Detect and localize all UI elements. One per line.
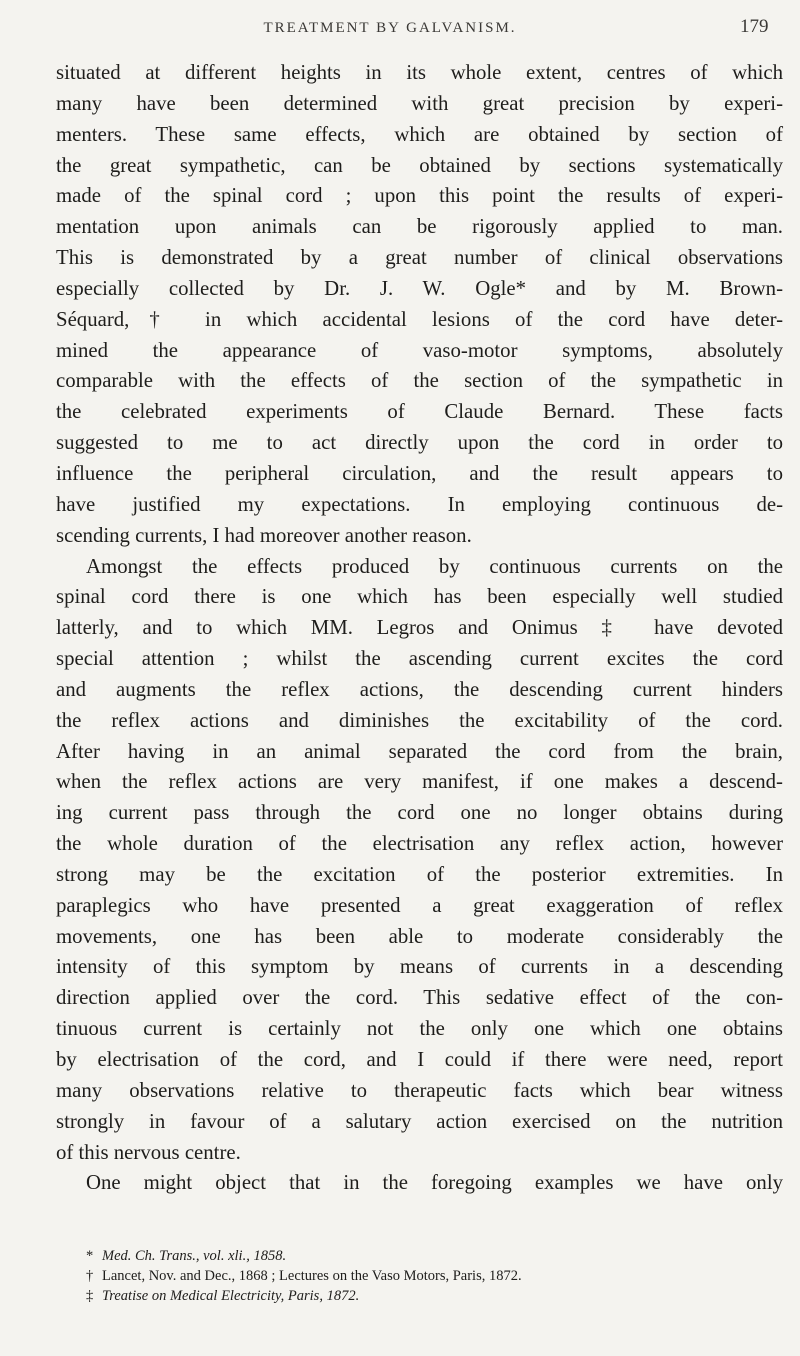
text-line: many observations relative to therapeutic facts which bear witness	[56, 1078, 783, 1102]
text-line: strongly in favour of a salutary action exercised on the nutrition	[56, 1109, 783, 1133]
text-line: the whole duration of the electrisation any reflex action, however	[56, 832, 783, 856]
text-line: situated at different heights in its whole extent, centres of which	[56, 61, 783, 84]
text-line: influence the peripheral circulation, and the result appears to	[56, 461, 783, 485]
text-line: of this nervous centre.	[56, 1140, 241, 1164]
text-line: After having in an animal separated the cord from the brain,	[56, 739, 783, 763]
text-line: by electrisation of the cord, and I could if there were need, report	[56, 1048, 783, 1071]
footnotes	[56, 1246, 783, 1306]
running-head: TREATMENT BY GALVANISM.	[263, 20, 517, 36]
text-line: spinal cord there is one which has been especially well studied	[56, 585, 783, 609]
text-line: the reflex actions and diminishes the excitability of the cord.	[56, 708, 783, 732]
text-line: mined the appearance of vaso-motor symptoms, absolutely	[56, 338, 783, 362]
text-line: tinuous current is certainly not the only one which one obtains	[56, 1017, 783, 1041]
paragraph-1	[56, 58, 783, 552]
text-line: made of the spinal cord ; upon this point the results of experi-	[56, 184, 783, 208]
text-line: many have been determined with great precision by experi-	[56, 91, 783, 115]
footnote	[56, 1286, 783, 1306]
page-number: 179	[740, 16, 769, 37]
text-line: especially collected by Dr. J. W. Ogle* and by M. Brown-	[56, 276, 783, 300]
text-line: paraplegics who have presented a great exaggeration of reflex	[56, 893, 783, 917]
paragraph-2	[56, 552, 783, 1169]
footnote-text: Med. Ch. Trans., vol. xli., 1858.	[102, 1248, 287, 1264]
text-line: scending currents, I had moreover another reason.	[56, 523, 472, 547]
footnote-text: Lancet, Nov. and Dec., 1868 ; Lectures on the Vaso Motors, Paris, 1872.	[102, 1268, 522, 1284]
text-line: movements, one has been able to moderate considerably the	[56, 924, 783, 948]
text-line: ing current pass through the cord one no longer obtains during	[56, 801, 783, 825]
text-line: This is demonstrated by a great number of clinical observations	[56, 246, 783, 270]
text-line: have justified my expectations. In employing continuous de-	[56, 492, 783, 516]
text-line: when the reflex actions are very manifest, if one makes a descend-	[56, 770, 783, 794]
text-line: mentation upon animals can be rigorously applied to man.	[56, 215, 783, 239]
text-line: Séquard,† in which accidental lesions of the cord have deter-	[56, 307, 783, 331]
body-text	[56, 58, 783, 1199]
text-line: strong may be the excitation of the posterior extremities. In	[56, 862, 783, 886]
text-line: One might object that in the foregoing examples we have only	[86, 1171, 783, 1195]
text-line: menters. These same effects, which are obtained by section of	[56, 122, 783, 146]
footnote-text: Treatise on Medical Electricity, Paris, 1872.	[102, 1288, 360, 1304]
text-line: comparable with the effects of the section of the sympathetic in	[56, 369, 783, 393]
paragraph-3	[56, 1168, 783, 1199]
text-line: intensity of this symptom by means of currents in a descending	[56, 955, 783, 979]
text-line: Amongst the effects produced by continuous currents on the	[86, 554, 783, 578]
text-line: special attention ; whilst the ascending current excites the cord	[56, 647, 783, 671]
footnote	[56, 1246, 783, 1266]
text-line: the celebrated experiments of Claude Bernard. These facts	[56, 400, 783, 424]
footnote-mark: †	[86, 1268, 94, 1284]
text-line: and augments the reflex actions, the descending current hinders	[56, 677, 783, 701]
text-line: direction applied over the cord. This sedative effect of the con-	[56, 986, 783, 1010]
footnote-mark: ‡	[86, 1288, 94, 1304]
footnote-mark: *	[86, 1248, 94, 1264]
text-line: the great sympathetic, can be obtained by sections systematically	[56, 153, 783, 177]
footnote	[56, 1266, 783, 1286]
text-line: latterly, and to which MM. Legros and Onimus ‡ have devoted	[56, 616, 783, 640]
text-line: suggested to me to act directly upon the cord in order to	[56, 431, 783, 455]
